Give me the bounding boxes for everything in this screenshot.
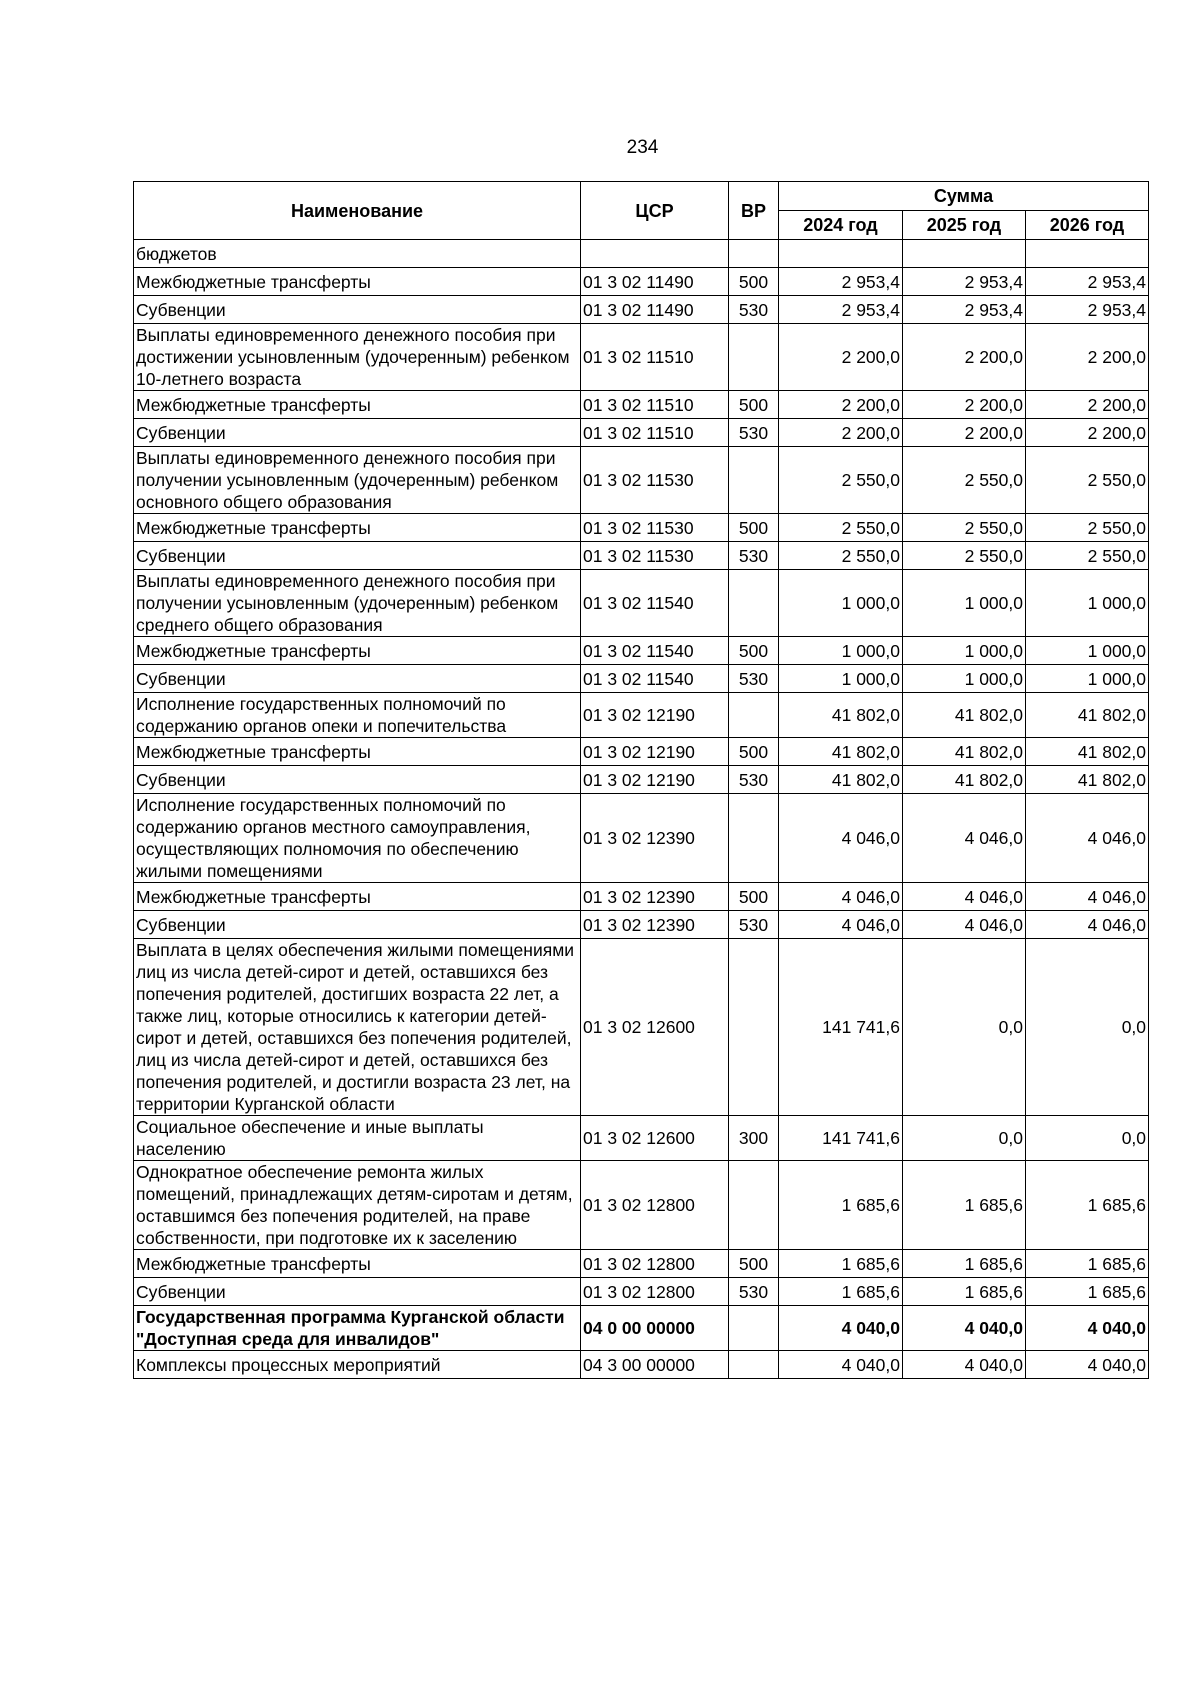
cell-2025 bbox=[903, 240, 1026, 268]
cell-name: Межбюджетные трансферты bbox=[134, 514, 581, 542]
cell-2026: 0,0 bbox=[1026, 1116, 1149, 1161]
cell-vr bbox=[729, 447, 779, 514]
cell-vr: 530 bbox=[729, 911, 779, 939]
cell-vr bbox=[729, 939, 779, 1116]
cell-2024: 2 550,0 bbox=[779, 542, 903, 570]
cell-2025: 2 953,4 bbox=[903, 268, 1026, 296]
cell-name: Однократное обеспечение ремонта жилых помещений, принадлежащих детям-сиротам и детям, оставшимся без попечения родителей, на праве собственности, при подготовке их к заселению bbox=[134, 1161, 581, 1250]
cell-2026: 4 040,0 bbox=[1026, 1351, 1149, 1379]
cell-2026: 41 802,0 bbox=[1026, 738, 1149, 766]
cell-vr: 530 bbox=[729, 1278, 779, 1306]
cell-2026: 2 550,0 bbox=[1026, 514, 1149, 542]
cell-2025: 2 200,0 bbox=[903, 419, 1026, 447]
header-name: Наименование bbox=[134, 182, 581, 240]
cell-2025: 41 802,0 bbox=[903, 738, 1026, 766]
cell-name: Межбюджетные трансферты bbox=[134, 883, 581, 911]
budget-table bbox=[133, 181, 1149, 1379]
table-row bbox=[134, 1278, 1149, 1306]
cell-2026: 1 685,6 bbox=[1026, 1250, 1149, 1278]
cell-2025: 1 000,0 bbox=[903, 637, 1026, 665]
cell-2025: 1 685,6 bbox=[903, 1278, 1026, 1306]
cell-2026: 1 000,0 bbox=[1026, 637, 1149, 665]
cell-2026: 4 046,0 bbox=[1026, 794, 1149, 883]
cell-name: Субвенции bbox=[134, 419, 581, 447]
cell-name: Субвенции bbox=[134, 1278, 581, 1306]
cell-vr bbox=[729, 240, 779, 268]
cell-vr bbox=[729, 324, 779, 391]
cell-vr bbox=[729, 1161, 779, 1250]
cell-2024: 2 953,4 bbox=[779, 296, 903, 324]
table-row bbox=[134, 693, 1149, 738]
table-row bbox=[134, 1250, 1149, 1278]
cell-2024 bbox=[779, 240, 903, 268]
cell-2024: 4 040,0 bbox=[779, 1351, 903, 1379]
table-row bbox=[134, 296, 1149, 324]
cell-2025: 2 200,0 bbox=[903, 391, 1026, 419]
cell-name: Субвенции bbox=[134, 766, 581, 794]
table-row bbox=[134, 447, 1149, 514]
cell-csr: 01 3 02 11510 bbox=[581, 419, 729, 447]
table-row bbox=[134, 268, 1149, 296]
cell-name: Выплаты единовременного денежного пособия при достижении усыновленным (удочеренным) ребенком 10-летнего возраста bbox=[134, 324, 581, 391]
cell-2026: 2 953,4 bbox=[1026, 296, 1149, 324]
cell-vr: 300 bbox=[729, 1116, 779, 1161]
header-year-2024: 2024 год bbox=[779, 211, 903, 240]
table-row bbox=[134, 794, 1149, 883]
cell-2026: 1 685,6 bbox=[1026, 1161, 1149, 1250]
cell-name: Социальное обеспечение и иные выплаты населению bbox=[134, 1116, 581, 1161]
cell-2026: 4 046,0 bbox=[1026, 883, 1149, 911]
cell-vr bbox=[729, 693, 779, 738]
cell-2025: 0,0 bbox=[903, 1116, 1026, 1161]
cell-2026: 4 040,0 bbox=[1026, 1306, 1149, 1351]
table-body bbox=[134, 240, 1149, 1379]
cell-vr bbox=[729, 794, 779, 883]
cell-csr bbox=[581, 240, 729, 268]
table-row bbox=[134, 766, 1149, 794]
cell-2024: 4 046,0 bbox=[779, 883, 903, 911]
table-row bbox=[134, 514, 1149, 542]
cell-2025: 1 685,6 bbox=[903, 1250, 1026, 1278]
cell-vr: 530 bbox=[729, 542, 779, 570]
cell-2026: 2 550,0 bbox=[1026, 542, 1149, 570]
cell-csr: 01 3 02 12800 bbox=[581, 1250, 729, 1278]
table-row bbox=[134, 1116, 1149, 1161]
cell-2024: 1 000,0 bbox=[779, 570, 903, 637]
table-row bbox=[134, 324, 1149, 391]
cell-name: Выплата в целях обеспечения жилыми помещениями лиц из числа детей-сирот и детей, оставшихся без попечения родителей, достигших возраста 22 лет, а также лиц, которые относились к категории детей-сирот и детей, оставшихся без попечения родителей, лиц из числа детей-сирот и детей, оставшихся без попечения родителей, и достигли возраста 23 лет, на территории Курганской области bbox=[134, 939, 581, 1116]
cell-2026: 0,0 bbox=[1026, 939, 1149, 1116]
cell-2025: 2 953,4 bbox=[903, 296, 1026, 324]
cell-name: Межбюджетные трансферты bbox=[134, 391, 581, 419]
cell-2024: 1 000,0 bbox=[779, 665, 903, 693]
cell-name: Исполнение государственных полномочий по содержанию органов местного самоуправления, осуществляющих полномочия по обеспечению жилыми помещениями bbox=[134, 794, 581, 883]
cell-2025: 4 046,0 bbox=[903, 911, 1026, 939]
cell-csr: 01 3 02 12190 bbox=[581, 766, 729, 794]
cell-2026: 2 200,0 bbox=[1026, 391, 1149, 419]
cell-2026: 1 685,6 bbox=[1026, 1278, 1149, 1306]
cell-2024: 141 741,6 bbox=[779, 1116, 903, 1161]
cell-csr: 01 3 02 11540 bbox=[581, 570, 729, 637]
cell-2026: 41 802,0 bbox=[1026, 766, 1149, 794]
cell-name: Субвенции bbox=[134, 911, 581, 939]
cell-2025: 1 685,6 bbox=[903, 1161, 1026, 1250]
cell-name: Комплексы процессных мероприятий bbox=[134, 1351, 581, 1379]
cell-name: Межбюджетные трансферты bbox=[134, 1250, 581, 1278]
cell-2025: 1 000,0 bbox=[903, 665, 1026, 693]
cell-2025: 1 000,0 bbox=[903, 570, 1026, 637]
cell-2024: 2 200,0 bbox=[779, 391, 903, 419]
cell-name: бюджетов bbox=[134, 240, 581, 268]
cell-csr: 04 3 00 00000 bbox=[581, 1351, 729, 1379]
table-row bbox=[134, 911, 1149, 939]
cell-2025: 2 550,0 bbox=[903, 514, 1026, 542]
header-vr: ВР bbox=[729, 182, 779, 240]
cell-csr: 01 3 02 11530 bbox=[581, 514, 729, 542]
cell-2026: 41 802,0 bbox=[1026, 693, 1149, 738]
cell-2024: 141 741,6 bbox=[779, 939, 903, 1116]
cell-2025: 2 200,0 bbox=[903, 324, 1026, 391]
cell-2026 bbox=[1026, 240, 1149, 268]
cell-csr: 01 3 02 11530 bbox=[581, 542, 729, 570]
table-row bbox=[134, 883, 1149, 911]
cell-csr: 01 3 02 11540 bbox=[581, 665, 729, 693]
cell-vr: 530 bbox=[729, 296, 779, 324]
cell-2025: 2 550,0 bbox=[903, 542, 1026, 570]
cell-csr: 01 3 02 12600 bbox=[581, 1116, 729, 1161]
cell-name: Межбюджетные трансферты bbox=[134, 268, 581, 296]
cell-2024: 4 046,0 bbox=[779, 911, 903, 939]
cell-vr: 500 bbox=[729, 637, 779, 665]
table-row bbox=[134, 1161, 1149, 1250]
cell-csr: 04 0 00 00000 bbox=[581, 1306, 729, 1351]
cell-name: Субвенции bbox=[134, 665, 581, 693]
cell-csr: 01 3 02 12190 bbox=[581, 693, 729, 738]
header-csr: ЦСР bbox=[581, 182, 729, 240]
table-header bbox=[134, 182, 1149, 240]
cell-2026: 1 000,0 bbox=[1026, 570, 1149, 637]
table-row bbox=[134, 738, 1149, 766]
cell-vr: 530 bbox=[729, 665, 779, 693]
cell-2024: 2 200,0 bbox=[779, 324, 903, 391]
table-row bbox=[134, 419, 1149, 447]
cell-name: Выплаты единовременного денежного пособия при получении усыновленным (удочеренным) ребенком среднего общего образования bbox=[134, 570, 581, 637]
cell-2024: 2 953,4 bbox=[779, 268, 903, 296]
header-year-2026: 2026 год bbox=[1026, 211, 1149, 240]
cell-2024: 41 802,0 bbox=[779, 738, 903, 766]
cell-vr bbox=[729, 570, 779, 637]
cell-vr: 530 bbox=[729, 766, 779, 794]
cell-csr: 01 3 02 11510 bbox=[581, 391, 729, 419]
cell-csr: 01 3 02 11490 bbox=[581, 296, 729, 324]
cell-vr: 500 bbox=[729, 1250, 779, 1278]
cell-2025: 0,0 bbox=[903, 939, 1026, 1116]
cell-2024: 41 802,0 bbox=[779, 693, 903, 738]
cell-name: Субвенции bbox=[134, 296, 581, 324]
header-year-2025: 2025 год bbox=[903, 211, 1026, 240]
cell-name: Межбюджетные трансферты bbox=[134, 637, 581, 665]
table-row bbox=[134, 240, 1149, 268]
cell-2024: 1 685,6 bbox=[779, 1250, 903, 1278]
cell-vr: 500 bbox=[729, 738, 779, 766]
cell-2024: 1 685,6 bbox=[779, 1278, 903, 1306]
cell-name: Выплаты единовременного денежного пособия при получении усыновленным (удочеренным) ребенком основного общего образования bbox=[134, 447, 581, 514]
cell-csr: 01 3 02 12800 bbox=[581, 1278, 729, 1306]
cell-2026: 4 046,0 bbox=[1026, 911, 1149, 939]
cell-2024: 2 550,0 bbox=[779, 447, 903, 514]
cell-2024: 2 200,0 bbox=[779, 419, 903, 447]
cell-2025: 4 046,0 bbox=[903, 794, 1026, 883]
cell-vr bbox=[729, 1306, 779, 1351]
table-row bbox=[134, 1306, 1149, 1351]
cell-csr: 01 3 02 12390 bbox=[581, 794, 729, 883]
cell-vr: 500 bbox=[729, 883, 779, 911]
table-row bbox=[134, 665, 1149, 693]
cell-vr: 500 bbox=[729, 391, 779, 419]
cell-csr: 01 3 02 12800 bbox=[581, 1161, 729, 1250]
cell-2024: 4 046,0 bbox=[779, 794, 903, 883]
cell-2025: 41 802,0 bbox=[903, 693, 1026, 738]
cell-vr: 500 bbox=[729, 514, 779, 542]
cell-csr: 01 3 02 11510 bbox=[581, 324, 729, 391]
cell-name: Субвенции bbox=[134, 542, 581, 570]
table-row bbox=[134, 542, 1149, 570]
cell-2025: 4 040,0 bbox=[903, 1351, 1026, 1379]
table-row bbox=[134, 939, 1149, 1116]
cell-2025: 41 802,0 bbox=[903, 766, 1026, 794]
cell-2024: 4 040,0 bbox=[779, 1306, 903, 1351]
table-row bbox=[134, 570, 1149, 637]
cell-csr: 01 3 02 11540 bbox=[581, 637, 729, 665]
cell-2025: 4 040,0 bbox=[903, 1306, 1026, 1351]
cell-csr: 01 3 02 12190 bbox=[581, 738, 729, 766]
cell-name: Государственная программа Курганской области "Доступная среда для инвалидов" bbox=[134, 1306, 581, 1351]
cell-2025: 4 046,0 bbox=[903, 883, 1026, 911]
cell-2026: 2 200,0 bbox=[1026, 324, 1149, 391]
cell-vr: 530 bbox=[729, 419, 779, 447]
cell-2024: 41 802,0 bbox=[779, 766, 903, 794]
cell-2025: 2 550,0 bbox=[903, 447, 1026, 514]
cell-2024: 2 550,0 bbox=[779, 514, 903, 542]
cell-2026: 1 000,0 bbox=[1026, 665, 1149, 693]
header-sum: Сумма bbox=[779, 182, 1149, 211]
cell-csr: 01 3 02 11490 bbox=[581, 268, 729, 296]
cell-2026: 2 550,0 bbox=[1026, 447, 1149, 514]
page-number: 234 bbox=[626, 137, 659, 158]
cell-2024: 1 000,0 bbox=[779, 637, 903, 665]
table-row bbox=[134, 391, 1149, 419]
cell-2026: 2 953,4 bbox=[1026, 268, 1149, 296]
cell-vr bbox=[729, 1351, 779, 1379]
cell-csr: 01 3 02 12600 bbox=[581, 939, 729, 1116]
cell-csr: 01 3 02 12390 bbox=[581, 883, 729, 911]
table-row bbox=[134, 637, 1149, 665]
cell-csr: 01 3 02 11530 bbox=[581, 447, 729, 514]
cell-name: Межбюджетные трансферты bbox=[134, 738, 581, 766]
table-row bbox=[134, 1351, 1149, 1379]
cell-2026: 2 200,0 bbox=[1026, 419, 1149, 447]
cell-csr: 01 3 02 12390 bbox=[581, 911, 729, 939]
cell-name: Исполнение государственных полномочий по содержанию органов опеки и попечительства bbox=[134, 693, 581, 738]
cell-vr: 500 bbox=[729, 268, 779, 296]
cell-2024: 1 685,6 bbox=[779, 1161, 903, 1250]
